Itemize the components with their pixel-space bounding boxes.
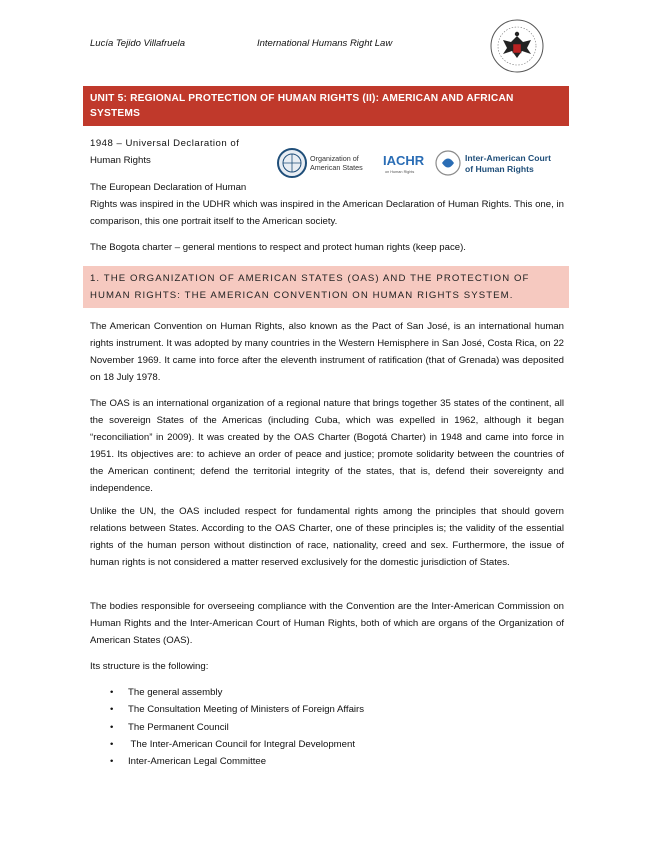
court-logo-line-2: of Human Rights — [465, 164, 534, 174]
section-1-title: 1. THE ORGANIZATION OF AMERICAN STATES (OAS) AND THE PROTECTION OF HUMAN RIGHTS: THE AMERICAN CONVENTION ON HUMAN RIGHTS SYSTEM. — [83, 266, 569, 308]
oas-logo-line-2: American States — [310, 163, 363, 172]
list-item: • The general assembly — [90, 684, 364, 701]
list-item: • The Inter-American Council for Integral Development — [90, 736, 364, 753]
paragraph-convention: The American Convention on Human Rights, also known as the Pact of San José, is an international human rights instrument. It was adopted by many countries in the Western Hemisphere in San José, Costa Rica, on 22 November 1969. It came into force after the eleventh instrument of ratification (that of Grenada) was deposited on 18 July 1978. — [90, 321, 564, 383]
iachr-logo-sub: on Human Rights — [385, 170, 415, 174]
university-seal-icon — [489, 18, 545, 74]
oas-logo-line-1: Organization of — [310, 154, 359, 163]
intro-line-1: 1948 – Universal Declaration of — [90, 138, 240, 149]
header-course: International Humans Right Law — [257, 38, 393, 49]
oas-globe-icon — [278, 149, 306, 177]
header-author: Lucía Tejido Villafruela — [90, 38, 186, 49]
intro-line-3: The European Declaration of Human — [90, 182, 247, 193]
paragraph-structure-intro: Its structure is the following: — [90, 661, 209, 672]
paragraph-un-comparison: Unlike the UN, the OAS included respect for fundamental rights among the principles that should govern relations between States. According to the OAS Charter, one of these principles is; the validity of the essential rights of the human person without distinction of race, nationality, creed and sex. Furthermore, the issue of human rights is not considered a matter reserved exclusively for the domestic jurisdiction of States. — [90, 506, 564, 568]
list-item: • The Consultation Meeting of Ministers of Foreign Affairs — [90, 701, 364, 718]
paragraph-bodies: The bodies responsible for overseeing compliance with the Convention are the Inter-American Commission on Human Rights and the Inter-American Court of Human Rights, both of which are organs of the Organization of American States (OAS). — [90, 601, 564, 646]
bullet-icon: • — [110, 756, 114, 768]
oas-logos — [276, 144, 561, 182]
bullet-icon: • — [110, 704, 114, 716]
unit-title: UNIT 5: REGIONAL PROTECTION OF HUMAN RIGHTS (II): AMERICAN AND AFRICAN SYSTEMS — [83, 86, 569, 126]
intro-line-4: Rights was inspired in the UDHR which was inspired in the American Declaration of Human Rights. This one, in comparison, this one portrait itself to the American society. — [90, 199, 564, 227]
list-item: • The Permanent Council — [90, 719, 364, 736]
bullet-icon: • — [110, 738, 114, 750]
iachr-logo-text: IACHR — [383, 153, 425, 168]
bullet-icon: • — [110, 687, 114, 698]
structure-list — [90, 684, 364, 770]
bullet-icon: • — [110, 721, 114, 733]
court-logo-line-1: Inter-American Court — [465, 153, 551, 163]
bogota-charter-line: The Bogota charter – general mentions to respect and protect human rights (keep pace). — [90, 242, 466, 253]
list-item: • Inter-American Legal Committee — [90, 753, 364, 770]
intro-line-2: Human Rights — [90, 155, 151, 166]
paragraph-oas: The OAS is an international organization of a regional nature that brings together 35 states of the continent, all the sovereign States of the Americas (including Cuba, which was expelled in 1962, although it began “reconciliation” in 2009). It was created by the OAS Charter (Bogotá Charter) in 1948 and came into force in 1951. Its objectives are: to achieve an order of peace and justice; promote solidarity between the countries of the American continent; defend the territorial integrity of the states, that is, defend their sovereignty and independence. — [90, 398, 564, 494]
court-emblem-icon — [436, 151, 460, 175]
